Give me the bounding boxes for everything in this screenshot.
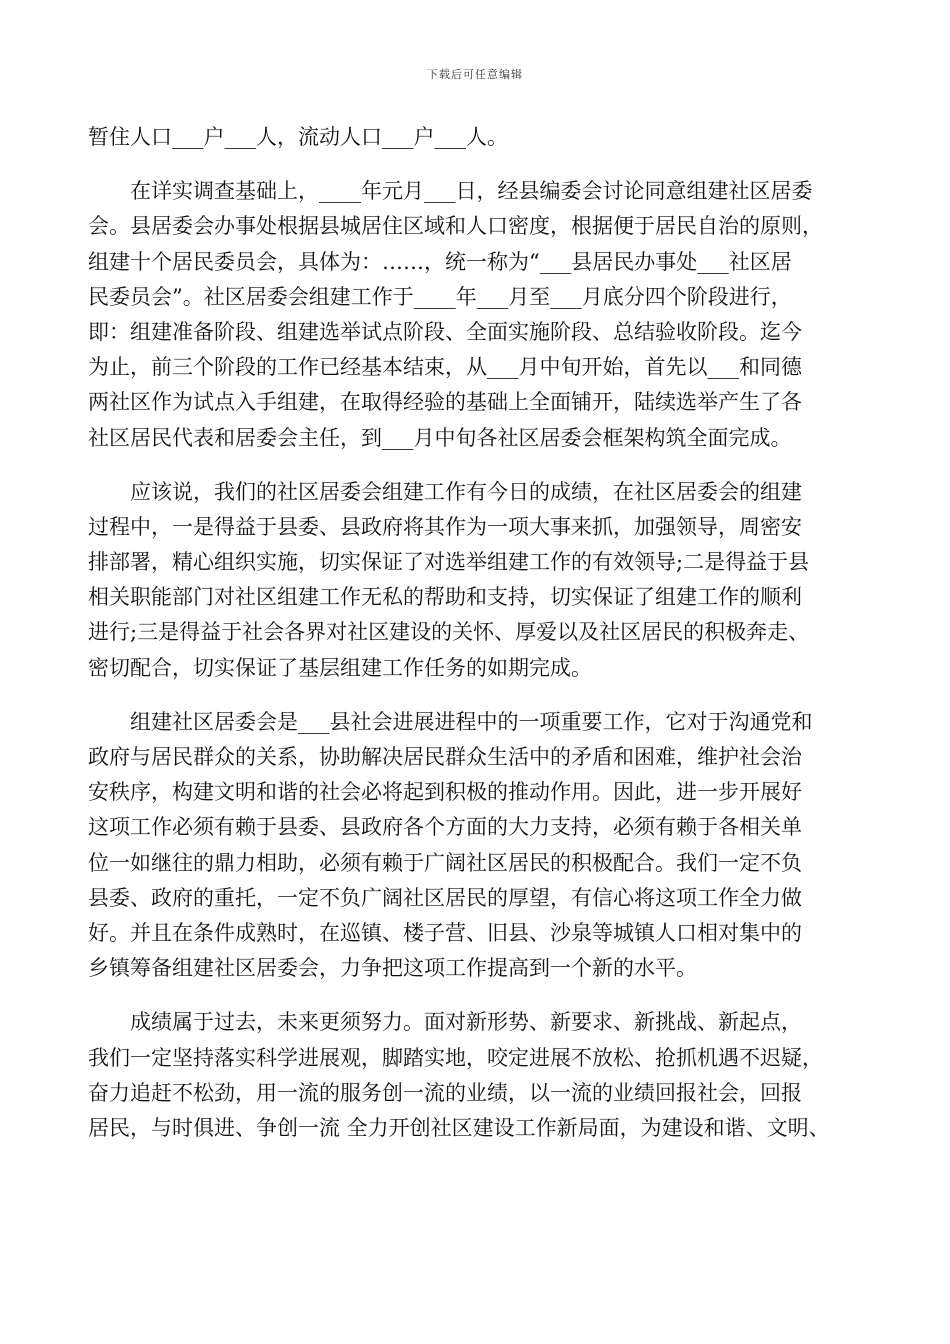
text-line: 社区居民代表和居委会主任，到___月中旬各社区居委会框架构筑全面完成。 [88, 425, 792, 450]
paragraph-gap [88, 686, 878, 705]
text-line: 即：组建准备阶段、组建选举试点阶段、全面实施阶段、总结验收阶段。迄今 [88, 319, 802, 344]
text-line: 应该说，我们的社区居委会组建工作有今日的成绩，在社区居委会的组建 [88, 479, 802, 504]
text-line: 会。县居委会办事处根据县城居住区域和人口密度，根据便于居民自治的原则， [88, 214, 823, 239]
text-line: 居民，与时俱进、争创一流 全力开创社区建设工作新局面，为建设和谐、文明、 [88, 1115, 830, 1140]
paragraph-gap [88, 155, 878, 174]
text-line: 好。并且在条件成熟时，在巡镇、楼子营、旧县、沙泉等城镇人口相对集中的 [88, 920, 802, 945]
text-line: 组建十个居民委员会，具体为：……，统一称为“___县居民办事处___社区居 [88, 249, 792, 274]
text-line: 民委员会”。社区居委会组建工作于____年___月至___月底分四个阶段进行， [88, 284, 792, 309]
text-line: 奋力追赶不松劲，用一流的服务创一流的业绩，以一流的业绩回报社会，回报 [88, 1080, 802, 1105]
text-line: 乡镇筹备组建社区居委会，力争把这项工作提高到一个新的水平。 [88, 956, 697, 981]
text-line: 政府与居民群众的关系，协助解决居民群众生活中的矛盾和困难，维护社会治 [88, 745, 802, 769]
text-line: 县委、政府的重托，一定不负广阔社区居民的厚望，有信心将这项工作全力做 [88, 885, 802, 910]
paragraph-gap [88, 986, 878, 1005]
text-line: 两社区作为试点入手组建，在取得经验的基础上全面铺开，陆续选举产生了各 [88, 390, 802, 415]
paragraph [88, 174, 878, 456]
text-line: 成绩属于过去，未来更须努力。面对新形势、新要求、新挑战、新起点， [88, 1010, 802, 1035]
text-line: 在详实调查基础上，____年元月___日，经县编委会讨论同意组建社区居委 [88, 179, 813, 204]
text-line: 排部署，精心组织实施，切实保证了对选举组建工作的有效领导;二是得益于县 [88, 550, 810, 575]
text-line: 为止，前三个阶段的工作已经基本结束，从___月中旬开始，首先以___和同德 [88, 355, 802, 380]
text-line: 进行;三是得益于社会各界对社区建设的关怀、厚爱以及社区居民的积极奔走、 [88, 620, 810, 645]
text-line: 相关职能部门对社区组建工作无私的帮助和支持，切实保证了组建工作的顺利 [88, 585, 802, 610]
paragraph [88, 1005, 878, 1146]
text-line: 安秩序，构建文明和谐的社会必将起到积极的推动作用。因此，进一步开展好 [88, 780, 802, 805]
text-line: 这项工作必须有赖于县委、县政府各个方面的大力支持，必须有赖于各相关单 [88, 815, 802, 840]
text-line: 暂住人口___户___人，流动人口___户___人。 [88, 125, 508, 149]
paragraph [88, 475, 878, 686]
paragraph [88, 705, 878, 987]
document-body [88, 120, 878, 1146]
text-line: 我们一定坚持落实科学进展观，脚踏实地，咬定进展不放松、抢抓机遇不迟疑， [88, 1045, 823, 1070]
paragraph-gap [88, 456, 878, 475]
text-line: 密切配合，切实保证了基层组建工作任务的如期完成。 [88, 655, 592, 680]
page-header: 下载后可任意编辑 [427, 68, 523, 81]
text-line: 组建社区居委会是___县社会进展进程中的一项重要工作，它对于沟通党和 [88, 709, 813, 734]
text-line: 位一如继往的鼎力相助，必须有赖于广阔社区居民的积极配合。我们一定不负 [88, 850, 802, 875]
text-line: 过程中，一是得益于县委、县政府将其作为一项大事来抓，加强领导，周密安 [88, 514, 802, 539]
paragraph [88, 120, 878, 155]
